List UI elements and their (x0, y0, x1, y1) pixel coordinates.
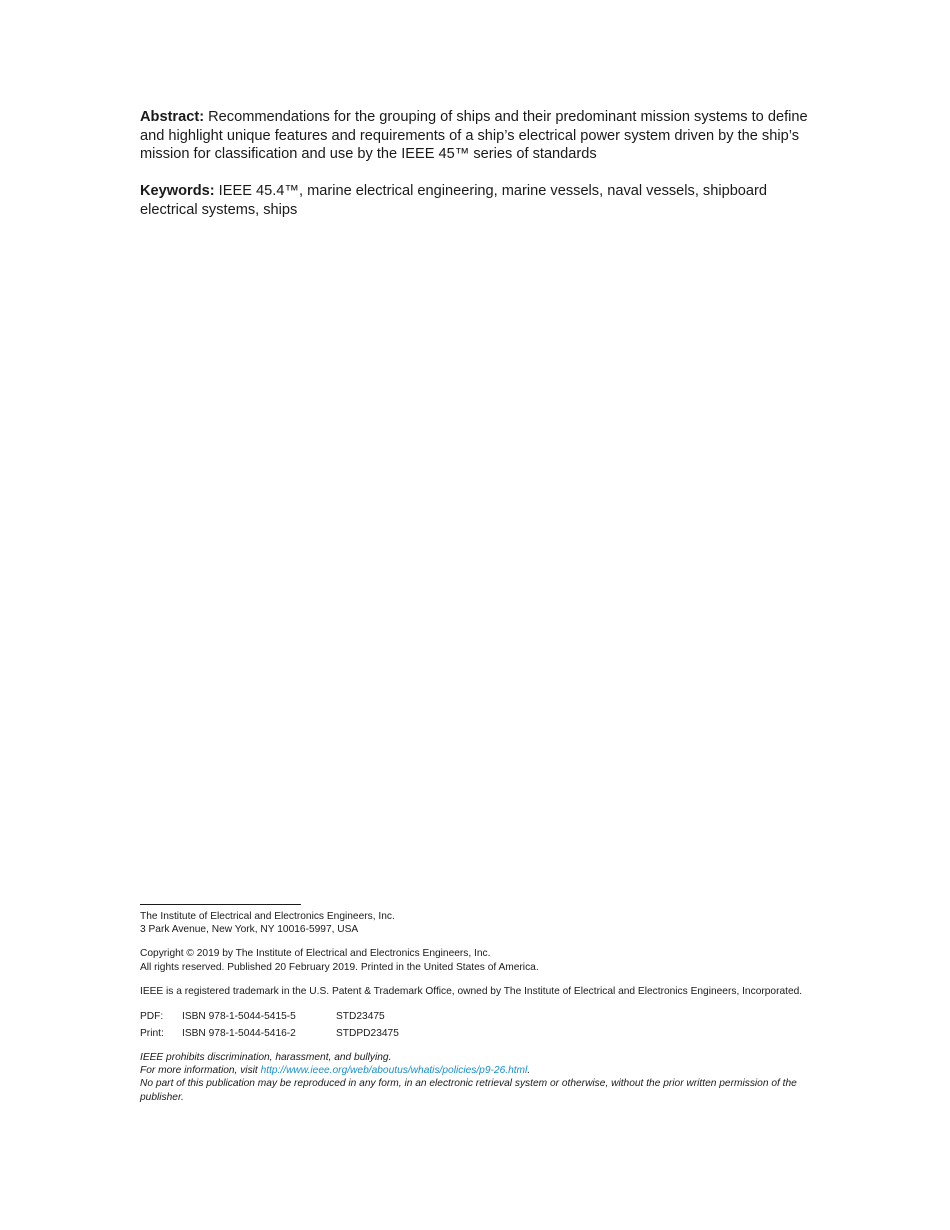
copyright-line: Copyright © 2019 by The Institute of Electrical and Electronics Engineers, Inc. (140, 948, 491, 960)
isbn-std-code: STDPD23475 (336, 1027, 399, 1039)
publication-footer (140, 904, 812, 1104)
publisher-name: The Institute of Electrical and Electronics Engineers, Inc. (140, 911, 395, 922)
policy-line: IEEE prohibits discrimination, harassment, and bullying. (140, 1052, 392, 1064)
copyright-block (140, 947, 812, 973)
isbn-row-print (140, 1026, 812, 1043)
footer-divider (140, 904, 301, 905)
isbn-table (140, 1009, 812, 1042)
more-info-suffix: . (527, 1065, 531, 1077)
keywords-text: IEEE 45.4™, marine electrical engineering, marine vessels, naval vessels, shipboard electrical systems, ships (140, 183, 768, 218)
isbn-std-code: STD23475 (336, 1011, 385, 1023)
isbn-row-pdf (140, 1009, 812, 1026)
isbn-format: PDF: (140, 1011, 164, 1023)
isbn-number: ISBN 978-1-5044-5416-2 (182, 1027, 296, 1039)
keywords-label: Keywords: (140, 183, 215, 200)
more-info-prefix: For more information, visit (140, 1065, 261, 1077)
publisher-address: 3 Park Avenue, New York, NY 10016-5997, USA (140, 924, 359, 936)
policy-block (140, 1051, 812, 1104)
abstract-text: Recommendations for the grouping of ships and their predominant mission systems to define and highlight unique features and requirements of a ship’s electrical power system driven by the ship’s mission for classification and use by the IEEE 45™ series of standards (140, 109, 808, 163)
trademark-block (140, 985, 812, 998)
isbn-format: Print: (140, 1027, 164, 1039)
abstract-label: Abstract: (140, 109, 205, 125)
isbn-number: ISBN 978-1-5044-5415-5 (182, 1011, 296, 1023)
reproduction-notice: No part of this publication may be reproduced in any form, in an electronic retrieval system or otherwise, without the prior written permission of the publisher. (140, 1078, 797, 1103)
publisher-block (140, 910, 812, 936)
trademark-notice: IEEE is a registered trademark in the U.S. Patent & Trademark Office, owned by The Institute of Electrical and Electronics Engineers, Incorporated. (140, 985, 803, 997)
keywords-paragraph (140, 182, 812, 219)
policy-link[interactable]: http://www.ieee.org/web/aboutus/whatis/policies/p9-26.html (260, 1065, 528, 1077)
front-matter-main (140, 108, 812, 220)
rights-line: All rights reserved. Published 20 February 2019. Printed in the United States of America. (140, 961, 539, 973)
abstract-paragraph (140, 108, 812, 164)
more-info-line (140, 1064, 812, 1077)
